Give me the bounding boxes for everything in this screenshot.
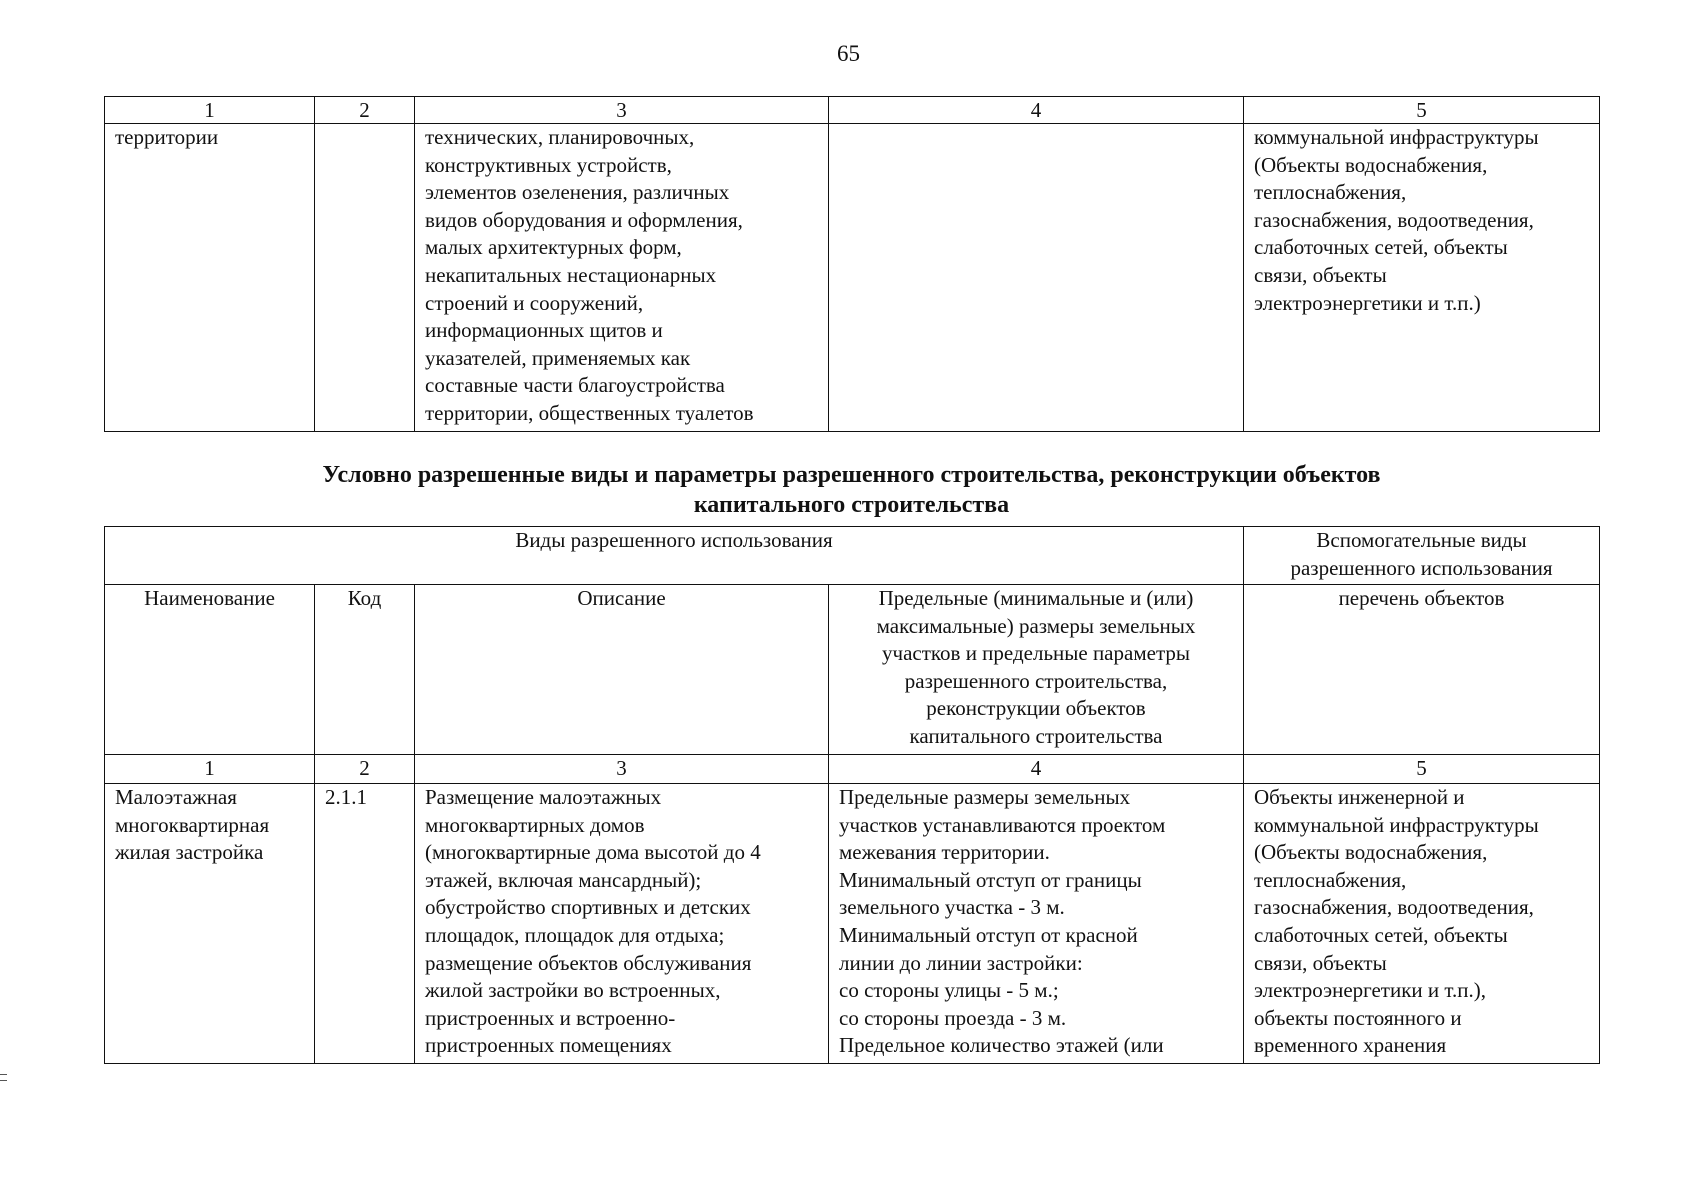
- parameters-cell: [829, 124, 1244, 432]
- description-text: [425, 784, 818, 1060]
- text-line: разрешенного использования: [1290, 555, 1553, 580]
- text-line: газоснабжения, водоотведения,: [1254, 207, 1534, 232]
- parameters-cell: [829, 784, 1244, 1064]
- header-row: [105, 585, 1600, 755]
- page-number: 65: [837, 41, 860, 66]
- code-cell: 2.1.1: [315, 784, 415, 1064]
- column-number: 5: [1244, 755, 1600, 784]
- section-heading-line1: Условно разрешенные виды и параметры разрешенного строительства, реконструкции объектов: [322, 462, 1381, 488]
- text-line: Объекты инженерной и: [1254, 785, 1465, 809]
- column-number: 1: [105, 97, 315, 124]
- text-line: размещение объектов обслуживания: [425, 950, 752, 975]
- text-line: Предельные размеры земельных: [839, 785, 1131, 809]
- text-line: Минимальный отступ от красной: [839, 922, 1138, 947]
- text-line: теплоснабжения,: [1254, 180, 1407, 205]
- section-heading: [104, 460, 1599, 520]
- column-number: 4: [829, 755, 1244, 784]
- name-text: [115, 784, 304, 867]
- text-line: разрешенного строительства,: [904, 668, 1168, 693]
- text-line: связи, объекты: [1254, 262, 1387, 287]
- continuation-table: [104, 96, 1600, 432]
- column-number: 3: [415, 97, 829, 124]
- description-cell: [415, 784, 829, 1064]
- header-objects: перечень объектов: [1244, 585, 1600, 755]
- text-line: участков устанавливаются проектом: [839, 812, 1166, 837]
- table-row: [105, 124, 1600, 432]
- text-line: Предельные (минимальные и (или): [878, 586, 1194, 610]
- text-line: объекты постоянного и: [1254, 1005, 1462, 1030]
- code-cell: [315, 124, 415, 432]
- column-number: 2: [315, 97, 415, 124]
- text-line: составные части благоустройства: [425, 373, 725, 398]
- text-line: обустройство спортивных и детских: [425, 895, 751, 920]
- text-line: технических, планировочных,: [425, 125, 695, 149]
- column-number-row: [105, 97, 1600, 124]
- text-line: жилой застройки во встроенных,: [425, 978, 721, 1003]
- description-text: [425, 124, 818, 428]
- text-line: некапитальных нестационарных: [425, 262, 717, 287]
- text-line: слаботочных сетей, объекты: [1254, 922, 1508, 947]
- table-row: [105, 784, 1600, 1064]
- conditional-uses-table: [104, 526, 1600, 1064]
- header-code: Код: [315, 585, 415, 755]
- auxiliary-cell: [1244, 124, 1600, 432]
- text-line: связи, объекты: [1254, 950, 1387, 975]
- text-line: указателей, применяемых как: [425, 345, 691, 370]
- auxiliary-cell: [1244, 784, 1600, 1064]
- text-line: временного хранения: [1254, 1033, 1447, 1058]
- text-line: участков и предельные параметры: [882, 641, 1190, 666]
- text-line: межевания территории.: [839, 840, 1050, 865]
- column-number: 3: [415, 755, 829, 784]
- group-header-row: [105, 527, 1600, 585]
- text-line: многоквартирных домов: [425, 812, 645, 837]
- text-line: жилая застройка: [115, 840, 264, 865]
- text-line: видов оборудования и оформления,: [425, 207, 743, 232]
- margin-mark: [0, 1074, 7, 1081]
- text-line: электроэнергетики и т.п.),: [1254, 978, 1486, 1003]
- text-line: строений и сооружений,: [425, 290, 644, 315]
- name-cell: [105, 784, 315, 1064]
- text-line: элементов озеленения, различных: [425, 180, 730, 205]
- text-line: (многоквартирные дома высотой до 4: [425, 840, 761, 865]
- aux-header-text: [1254, 527, 1589, 582]
- group-header-cell: Виды разрешенного использования: [105, 527, 1244, 585]
- description-cell: [415, 124, 829, 432]
- header-parameters-text: [839, 585, 1233, 751]
- text-line: Минимальный отступ от границы: [839, 867, 1142, 892]
- section-heading-line2: капитального строительства: [693, 492, 1010, 518]
- text-line: площадок, площадок для отдыха;: [425, 922, 725, 947]
- text-line: Предельное количество этажей (или: [839, 1033, 1164, 1058]
- parameters-text: [839, 784, 1233, 1060]
- text-line: многоквартирная: [115, 812, 270, 837]
- auxiliary-text: [1254, 784, 1589, 1060]
- text-line: со стороны проезда - 3 м.: [839, 1005, 1067, 1030]
- header-parameters: [829, 585, 1244, 755]
- text-line: со стороны улицы - 5 м.;: [839, 978, 1059, 1003]
- column-number-row: [105, 755, 1600, 784]
- text-line: максимальные) размеры земельных: [876, 613, 1196, 638]
- text-line: земельного участка - 3 м.: [839, 895, 1065, 920]
- text-line: слаботочных сетей, объекты: [1254, 235, 1508, 260]
- text-line: Вспомогательные виды: [1316, 528, 1527, 552]
- text-line: (Объекты водоснабжения,: [1254, 840, 1488, 865]
- text-line: пристроенных помещениях: [425, 1033, 672, 1058]
- text-line: территории, общественных туалетов: [425, 400, 754, 425]
- text-line: газоснабжения, водоотведения,: [1254, 895, 1534, 920]
- text-line: капитального строительства: [909, 723, 1163, 748]
- text-line: малых архитектурных форм,: [425, 235, 682, 260]
- text-line: коммунальной инфраструктуры: [1254, 125, 1539, 149]
- column-number: 1: [105, 755, 315, 784]
- auxiliary-text: [1254, 124, 1589, 317]
- name-cell: территории: [105, 124, 315, 432]
- text-line: пристроенных и встроенно-: [425, 1005, 676, 1030]
- text-line: информационных щитов и: [425, 318, 663, 343]
- column-number: 5: [1244, 97, 1600, 124]
- text-line: реконструкции объектов: [926, 696, 1146, 721]
- aux-header-cell: [1244, 527, 1600, 585]
- column-number: 2: [315, 755, 415, 784]
- text-line: линии до линии застройки:: [839, 950, 1083, 975]
- header-name: Наименование: [105, 585, 315, 755]
- header-description: Описание: [415, 585, 829, 755]
- text-line: коммунальной инфраструктуры: [1254, 812, 1539, 837]
- text-line: Размещение малоэтажных: [425, 785, 662, 809]
- text-line: теплоснабжения,: [1254, 867, 1407, 892]
- text-line: Малоэтажная: [115, 785, 237, 809]
- text-line: конструктивных устройств,: [425, 152, 672, 177]
- text-line: этажей, включая мансардный);: [425, 867, 702, 892]
- column-number: 4: [829, 97, 1244, 124]
- text-line: (Объекты водоснабжения,: [1254, 152, 1488, 177]
- text-line: электроэнергетики и т.п.): [1254, 290, 1481, 315]
